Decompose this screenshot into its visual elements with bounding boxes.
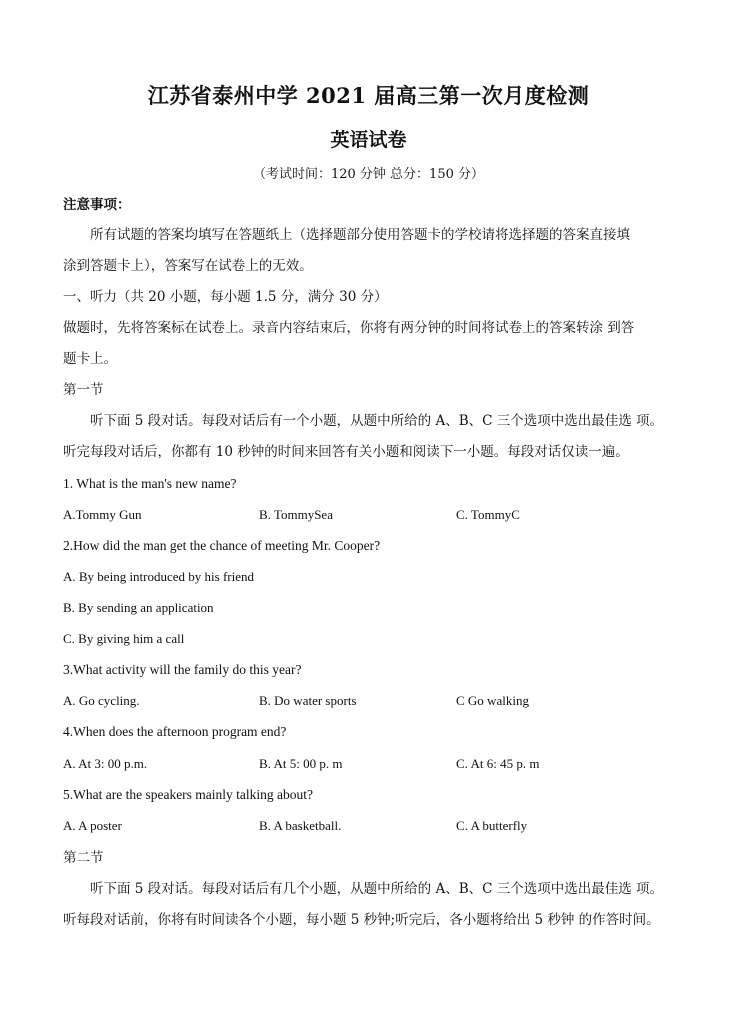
exam-title: 江苏省泰州中学 2021 届高三第一次月度检测 xyxy=(147,83,590,108)
question-1-option-a: A.Tommy Gun xyxy=(63,507,142,522)
question-2-stem: 2.How did the man get the chance of meeting Mr. Cooper? xyxy=(63,538,381,553)
question-5-option-b: B. A basketball. xyxy=(259,818,342,833)
part1-heading: 一、听力（共 20 小题，每小题 1.5 分，满分 30 分） xyxy=(63,289,388,305)
notes-heading: 注意事项： xyxy=(63,197,131,213)
section2-instruction-1: 听下面 5 段对话。每段对话后有几个小题，从题中所给的 A、B、C 三个选项中选出最佳选 项。 xyxy=(90,881,664,897)
question-1-stem: 1. What is the man's new name? xyxy=(63,476,237,491)
section1-heading: 第一节 xyxy=(63,382,104,398)
question-3-option-c: C Go walking xyxy=(456,693,529,708)
question-2-option-a: A. By being introduced by his friend xyxy=(63,569,254,584)
question-1-option-c: C. TommyC xyxy=(456,507,520,522)
question-3-option-a: A. Go cycling. xyxy=(63,693,140,708)
question-4-option-b: B. At 5: 00 p. m xyxy=(259,756,343,771)
question-3-option-b: B. Do water sports xyxy=(259,693,357,708)
section1-instruction-1: 听下面 5 段对话。每段对话后有一个小题，从题中所给的 A、B、C 三个选项中选出最佳选 项。 xyxy=(90,413,664,429)
question-4-option-c: C. At 6: 45 p. m xyxy=(456,756,540,771)
exam-info: （考试时间：120 分钟 总分：150 分） xyxy=(252,167,485,182)
question-4-stem: 4.When does the afternoon program end? xyxy=(63,724,287,739)
section2-heading: 第二节 xyxy=(63,850,104,866)
question-2-option-c: C. By giving him a call xyxy=(63,631,185,646)
notes-line-2: 涂到答题卡上），答案写在试卷上的无效。 xyxy=(63,258,313,274)
subject-title: 英语试卷 xyxy=(330,129,407,151)
section1-instruction-2: 听完每段对话后，你都有 10 秒钟的时间来回答有关小题和阅读下一小题。每段对话仅读一遍。 xyxy=(63,444,629,460)
notes-line-1: 所有试题的答案均填写在答题纸上（选择题部分使用答题卡的学校请将选择题的答案直接填 xyxy=(90,227,630,243)
part1-instruction-1: 做题时，先将答案标在试卷上。录音内容结束后，你将有两分钟的时间将试卷上的答案转涂 到答 xyxy=(63,320,635,336)
question-2-option-b: B. By sending an application xyxy=(63,600,214,615)
question-5-option-c: C. A butterfly xyxy=(456,818,528,833)
question-4-option-a: A. At 3: 00 p.m. xyxy=(63,756,148,771)
part1-instruction-2: 题卡上。 xyxy=(63,351,117,367)
question-3-stem: 3.What activity will the family do this year? xyxy=(63,662,302,677)
question-1-option-b: B. TommySea xyxy=(259,507,333,522)
question-5-stem: 5.What are the speakers mainly talking about? xyxy=(63,787,314,802)
question-5-option-a: A. A poster xyxy=(63,818,122,833)
section2-instruction-2: 听每段对话前，你将有时间读各个小题，每小题 5 秒钟;听完后，各小题将给出 5 秒钟 的作答时间。 xyxy=(63,912,660,928)
